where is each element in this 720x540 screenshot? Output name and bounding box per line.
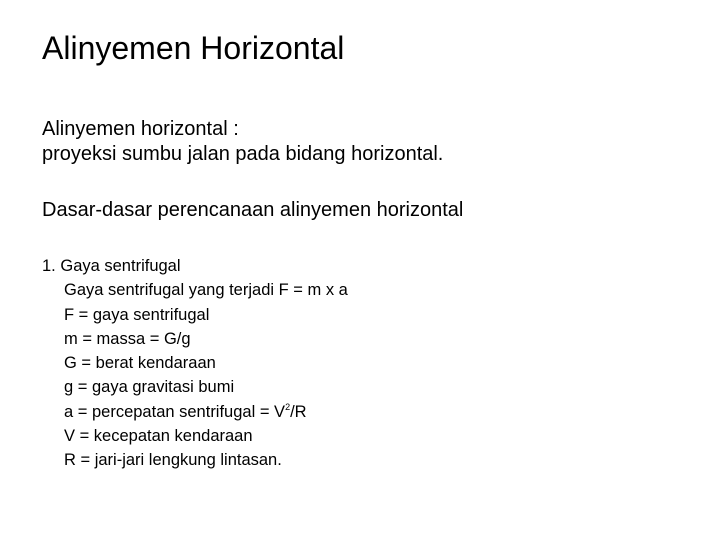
list-line: m = massa = G/g xyxy=(64,329,191,348)
list-line: V = kecepatan kendaraan xyxy=(64,427,253,446)
list-line: F = gaya sentrifugal xyxy=(64,305,210,324)
accel-suffix: /R xyxy=(290,402,307,421)
definition-line-2: proyeksi sumbu jalan pada bidang horizontal. xyxy=(42,143,444,165)
list-item-title: Gaya sentrifugal xyxy=(60,257,181,275)
definition-block xyxy=(42,117,443,167)
list-item-heading xyxy=(42,254,348,278)
slide-title: Alinyemen Horizontal xyxy=(42,30,345,66)
accel-prefix: a = percepatan sentrifugal = V xyxy=(64,402,286,421)
list-line-acceleration xyxy=(42,400,348,424)
numbered-list xyxy=(42,254,348,473)
definition-line-1: Alinyemen horizontal : xyxy=(42,118,239,140)
list-item-number: 1. xyxy=(42,257,56,275)
list-line: G = berat kendaraan xyxy=(64,354,216,373)
list-line: Gaya sentrifugal yang terjadi F = m x a xyxy=(64,281,348,300)
section-subheading: Dasar-dasar perencanaan alinyemen horizontal xyxy=(42,199,464,221)
accel-superscript: 2 xyxy=(285,401,291,412)
list-line: g = gaya gravitasi bumi xyxy=(64,378,235,397)
list-line: R = jari-jari lengkung lintasan. xyxy=(64,451,282,470)
